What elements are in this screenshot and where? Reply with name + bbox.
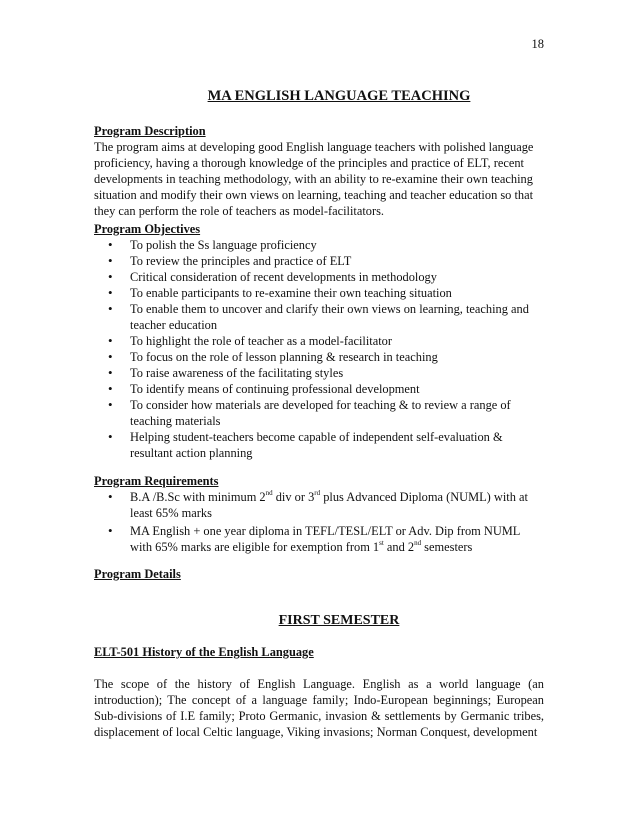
semester-heading: FIRST SEMESTER (278, 613, 400, 628)
program-requirements-section (94, 473, 544, 555)
program-requirements-heading: Program Requirements (94, 474, 219, 488)
objective-item: • Helping student-teachers become capable of independent self-evaluation & resultant action planning (94, 429, 544, 461)
document-title: MA ENGLISH LANGUAGE TEACHING (207, 88, 471, 104)
requirement-item: • B.A /B.Sc with minimum 2nd div or 3rd plus Advanced Diploma (NUML) with at least 65% marks (94, 489, 544, 521)
objective-item: • Critical consideration of recent developments in methodology (94, 269, 544, 285)
program-description-heading: Program Description (94, 124, 206, 138)
program-description-section (94, 123, 544, 219)
objective-item: • To highlight the role of teacher as a model-facilitator (94, 333, 544, 349)
objective-item: • To consider how materials are developed for teaching & to review a range of teaching materials (94, 397, 544, 429)
objective-item: • To polish the Ss language proficiency (94, 237, 544, 253)
objective-item: • To raise awareness of the facilitating styles (94, 365, 544, 381)
program-details-heading: Program Details (94, 567, 181, 581)
program-objectives-heading: Program Objectives (94, 222, 201, 236)
program-description-text: The program aims at developing good English language teachers with polished language proficiency, having a thorough knowledge of the principles and practice of ELT, recent developments in teaching methodology, with an ability to re-examine their own teaching situation and modify their own views on learning, teaching and teacher education so that they can perform the role of teachers as model-facilitators. (94, 140, 534, 218)
requirement-item: • MA English + one year diploma in TEFL/TESL/ELT or Adv. Dip from NUML with 65% marks are eligible for exemption from 1st and 2nd semesters (94, 523, 544, 555)
objective-item: • To review the principles and practice of ELT (94, 253, 544, 269)
requirements-list (94, 489, 544, 555)
page-number: 18 (531, 37, 544, 51)
course-heading: ELT-501 History of the English Language (94, 645, 314, 659)
course-section (94, 644, 544, 740)
program-objectives-section (94, 221, 544, 461)
objective-item: • To enable participants to re-examine their own teaching situation (94, 285, 544, 301)
program-details-heading-block (94, 566, 544, 582)
objective-item: • To focus on the role of lesson planning & research in teaching (94, 349, 544, 365)
objective-item: • To enable them to uncover and clarify their own views on learning, teaching and teacher education (94, 301, 544, 333)
objective-item: • To identify means of continuing professional development (94, 381, 544, 397)
course-description: The scope of the history of English Language. English as a world language (an introduction); The concept of a language family; Indo-European beginnings; European Sub-divisions of I.E family; Proto Germanic, invasion & settlements by Germanic tribes, displacement of local Celtic language, Viking invasions; Norman Conquest, development (94, 677, 544, 739)
objectives-list (94, 237, 544, 461)
